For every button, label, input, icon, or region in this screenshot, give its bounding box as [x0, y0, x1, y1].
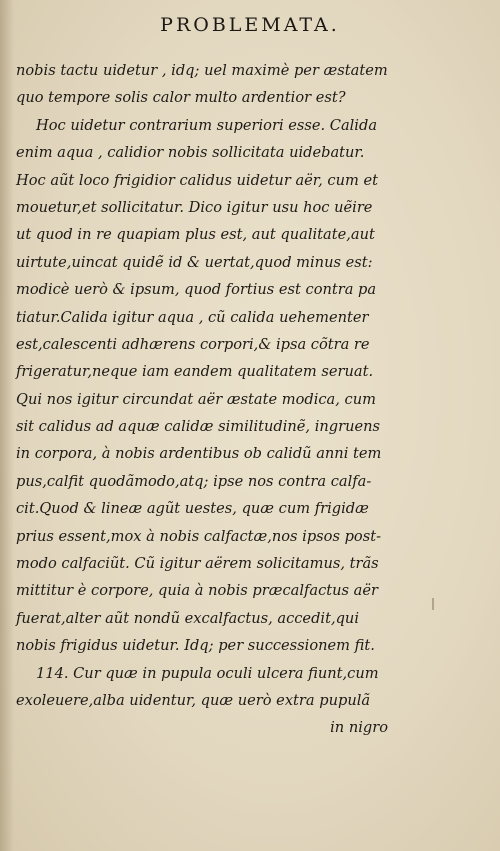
running-header: PROBLEMATA.	[160, 14, 340, 36]
text-line: quo tempore solis calor multo ardentior est?	[16, 89, 346, 107]
text-line: nobis frigidus uidetur. Idq; per successionem fit.	[16, 637, 375, 655]
text-line: mittitur è corpore, quia à nobis præcalfactus aër	[16, 582, 378, 600]
text-line: frigeratur,neque iam eandem qualitatem seruat.	[16, 363, 374, 381]
text-line: pus,calfit quodãmodo,atq; ipse nos contra calfa-	[16, 472, 372, 490]
text-line: fuerat,alter aũt nondũ excalfactus, accedit,qui	[16, 609, 359, 627]
margin-mark	[432, 598, 434, 610]
text-line: Hoc uidetur contrarium superiori esse. Calida	[36, 116, 378, 134]
text-line: Qui nos igitur circundat aër æstate modica, cum	[16, 390, 376, 408]
text-line: 114. Cur quæ in pupula oculi ulcera fiunt,cum	[36, 664, 379, 682]
text-line: sit calidus ad aquæ calidæ similitudinẽ, ingruens	[16, 418, 381, 436]
catchword: in nigro	[330, 719, 388, 737]
text-line: uirtute,uincat quidẽ id & uertat,quod minus est:	[16, 253, 373, 271]
text-line: modo calfaciũt. Cũ igitur aërem solicitamus, trãs	[16, 555, 379, 573]
text-line: nobis tactu uidetur , idq; uel maximè per æstatem	[16, 62, 388, 79]
text-line: Hoc aũt loco frigidior calidus uidetur aër, cum et	[16, 171, 378, 189]
text-line: prius essent,mox à nobis calfactæ,nos ipsos post-	[16, 527, 382, 545]
text-line: modicè uerò & ipsum, quod fortius est contra pa	[16, 281, 377, 299]
text-line: tiatur.Calida igitur aqua , cũ calida uehementer	[16, 308, 369, 326]
text-line: cit.Quod & lineæ agũt uestes, quæ cum frigidæ	[16, 500, 369, 518]
text-line: enim aqua , calidior nobis sollicitata uidebatur.	[16, 144, 365, 162]
text-line: exoleuere,alba uidentur, quæ uerò extra pupulã	[16, 691, 371, 709]
text-line: mouetur,et sollicitatur. Dico igitur usu hoc uẽire	[16, 198, 373, 216]
body-text	[16, 57, 388, 742]
text-line: est,calescenti adhærens corpori,& ipsa cõtra re	[16, 335, 370, 353]
text-line: in corpora, à nobis ardentibus ob calidũ anni tem	[16, 445, 382, 463]
text-line: ut quod in re quapiam plus est, aut qualitate,aut	[16, 226, 375, 244]
